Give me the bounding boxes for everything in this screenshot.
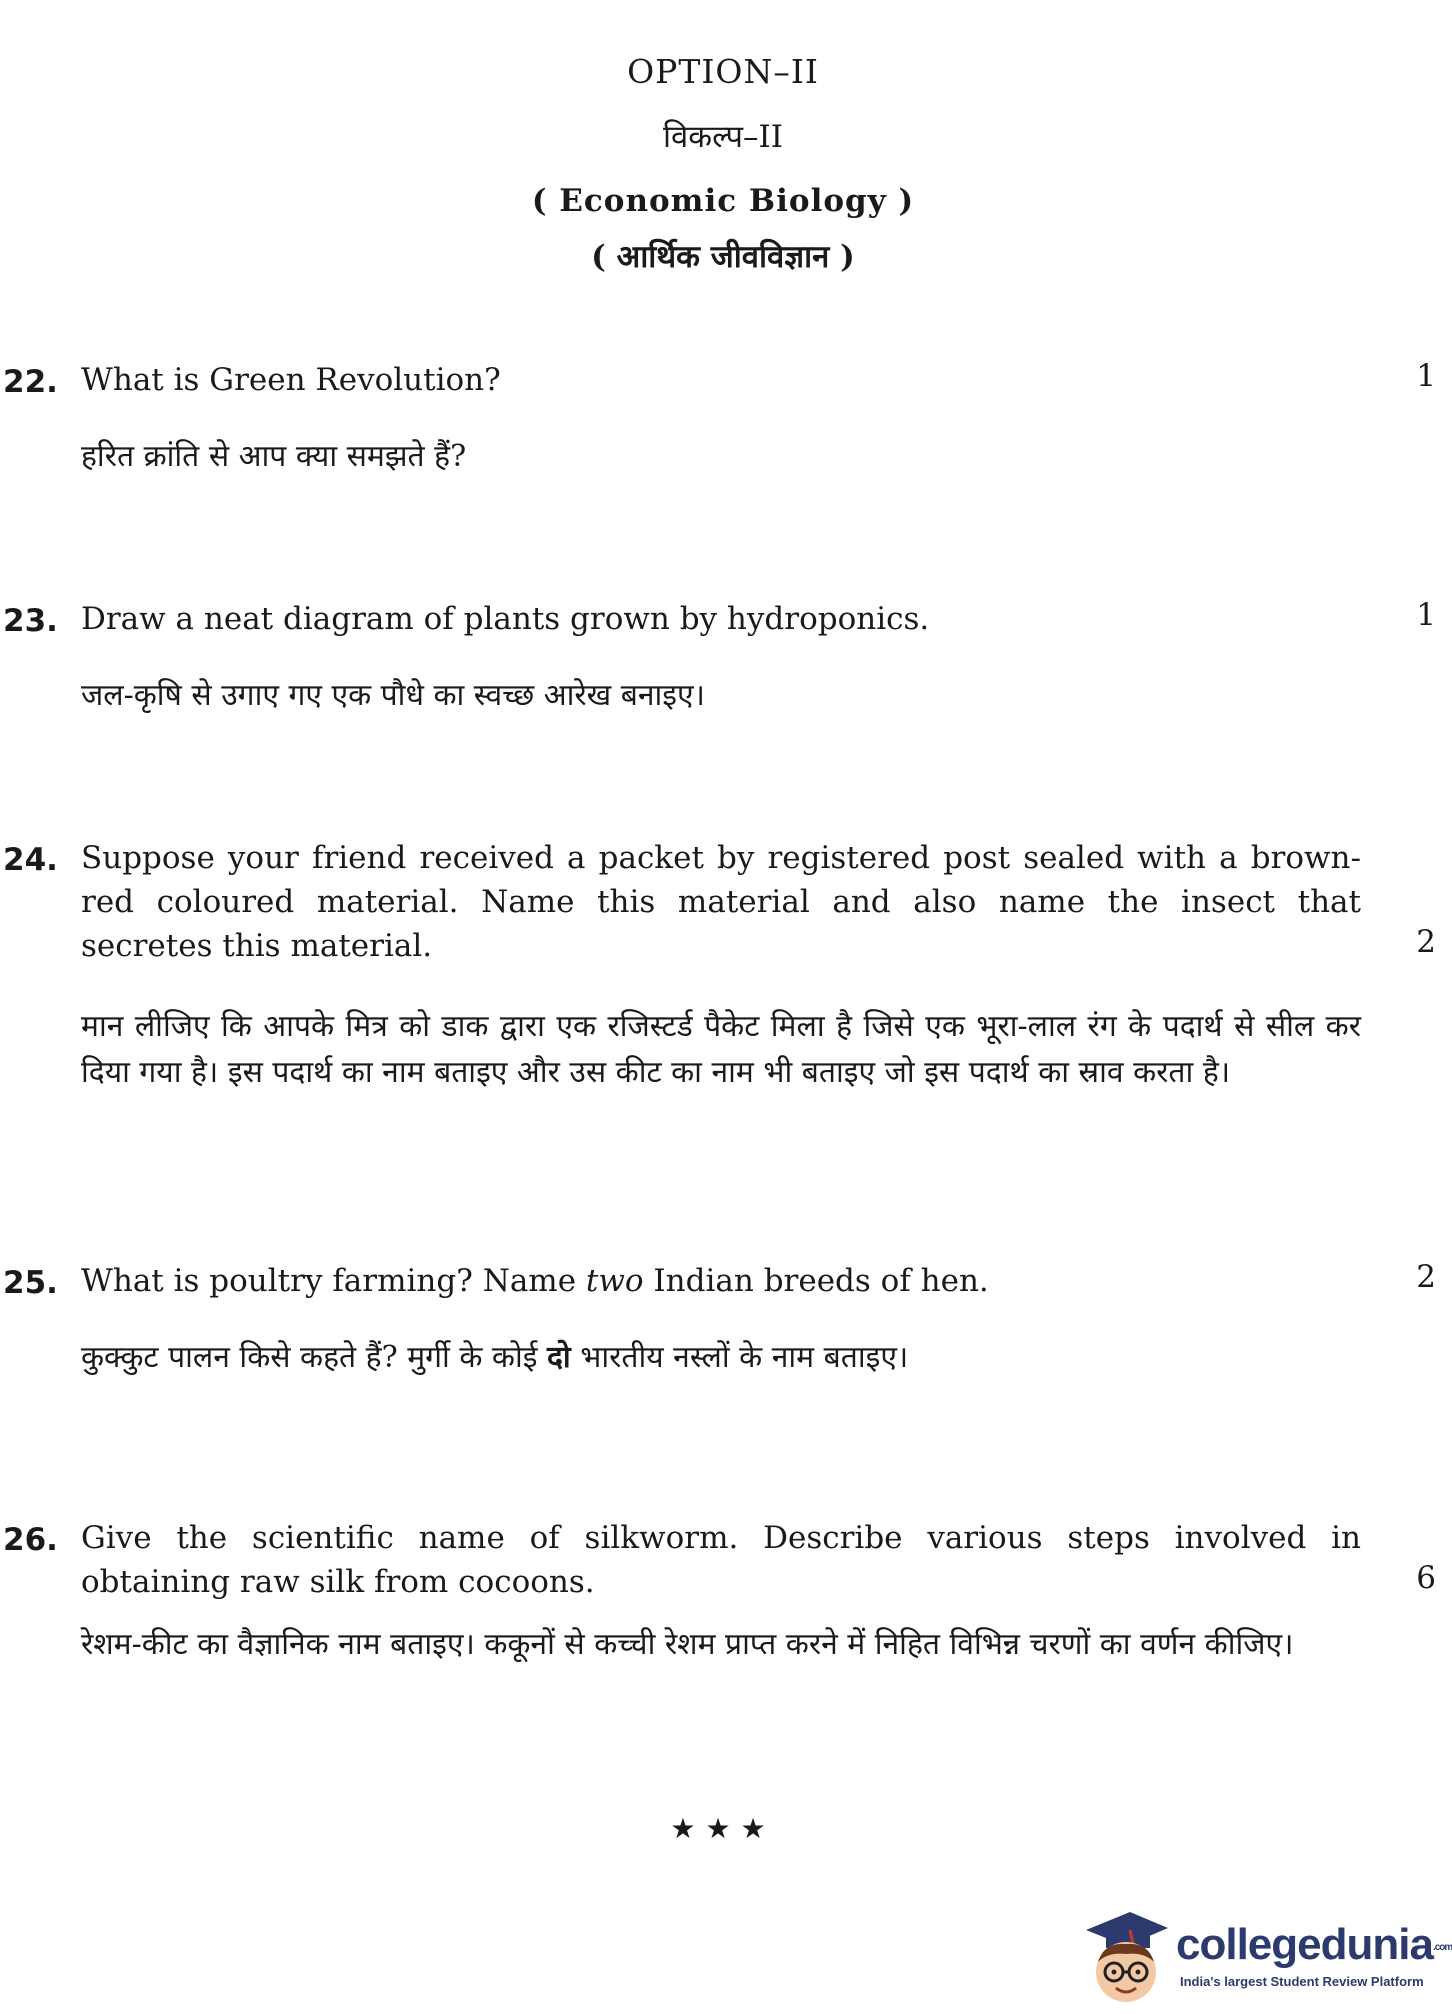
question-number: 25. [3, 1265, 58, 1301]
question-text: Draw a neat diagram of plants grown by hydroponics. [81, 601, 930, 637]
logo-wordmark-text: collegedunia [1176, 1920, 1433, 1969]
question-marks: 2 [1416, 1259, 1436, 1295]
question-text-hindi: हरित क्रांति से आप क्या समझते हैं? [81, 439, 467, 474]
subject-heading: ( Economic Biology ) [531, 183, 915, 219]
subject-heading-hindi: ( आर्थिक जीवविज्ञान ) [591, 239, 855, 275]
end-marker: ★★★ [670, 1812, 776, 1845]
question-text: What is Green Revolution? [81, 362, 501, 398]
question-marks: 1 [1416, 358, 1436, 394]
logo-tagline: India's largest Student Review Platform [1180, 1974, 1424, 1989]
question-text-part: कुक्कुट पालन किसे कहते हैं? मुर्गी के कोई [81, 1340, 547, 1375]
question-text [81, 1259, 1361, 1303]
logo-suffix: .com [1432, 1941, 1452, 1953]
option-heading-hindi: विकल्प–II [663, 119, 783, 155]
question-number: 22. [3, 364, 58, 400]
question-number: 26. [3, 1522, 58, 1558]
question-number: 24. [3, 842, 58, 878]
question-text-hindi: जल-कृषि से उगाए गए एक पौधे का स्वच्छ आरेख बनाइए। [81, 678, 705, 713]
question-text-hindi: मान लीजिए कि आपके मित्र को डाक द्वारा एक रजिस्टर्ड पैकेट मिला है जिसे एक भूरा-लाल रंग के पदार्थ से सील कर दिया गया है। इस पदार्थ का नाम बताइए और उस कीट का नाम भी बताइए जो इस पदार्थ का स्राव करता है। [81, 1009, 1361, 1090]
question-text-hindi: रेशम-कीट का वैज्ञानिक नाम बताइए। ककूनों से कच्ची रेशम प्राप्त करने में निहित विभिन्न चरणों का वर्णन कीजिए। [81, 1627, 1294, 1662]
question-marks: 2 [1416, 924, 1436, 960]
question-text-part: What is poultry farming? Name [81, 1263, 586, 1299]
question-text-hindi [81, 1335, 1361, 1381]
question-text-part: Indian breeds of hen. [643, 1263, 989, 1299]
question-marks: 1 [1416, 597, 1436, 633]
question-text-part: भारतीय नस्लों के नाम बताइए। [570, 1340, 909, 1375]
option-heading: OPTION–II [627, 52, 819, 91]
question-number: 23. [3, 603, 58, 639]
logo-wordmark [1176, 1920, 1452, 1970]
emphasis-word: दो [547, 1340, 571, 1375]
question-marks: 6 [1416, 1560, 1436, 1596]
emphasis-word: two [585, 1263, 644, 1299]
question-text: Give the scientific name of silkworm. Describe various steps involved in obtaining raw silk from cocoons. [81, 1520, 1361, 1600]
student-mascot-icon [1068, 1900, 1176, 2008]
collegedunia-logo[interactable] [1068, 1900, 1452, 2008]
question-text: Suppose your friend received a packet by registered post sealed with a brown-red coloured material. Name this material and also name the insect that secretes this material. [81, 840, 1361, 964]
